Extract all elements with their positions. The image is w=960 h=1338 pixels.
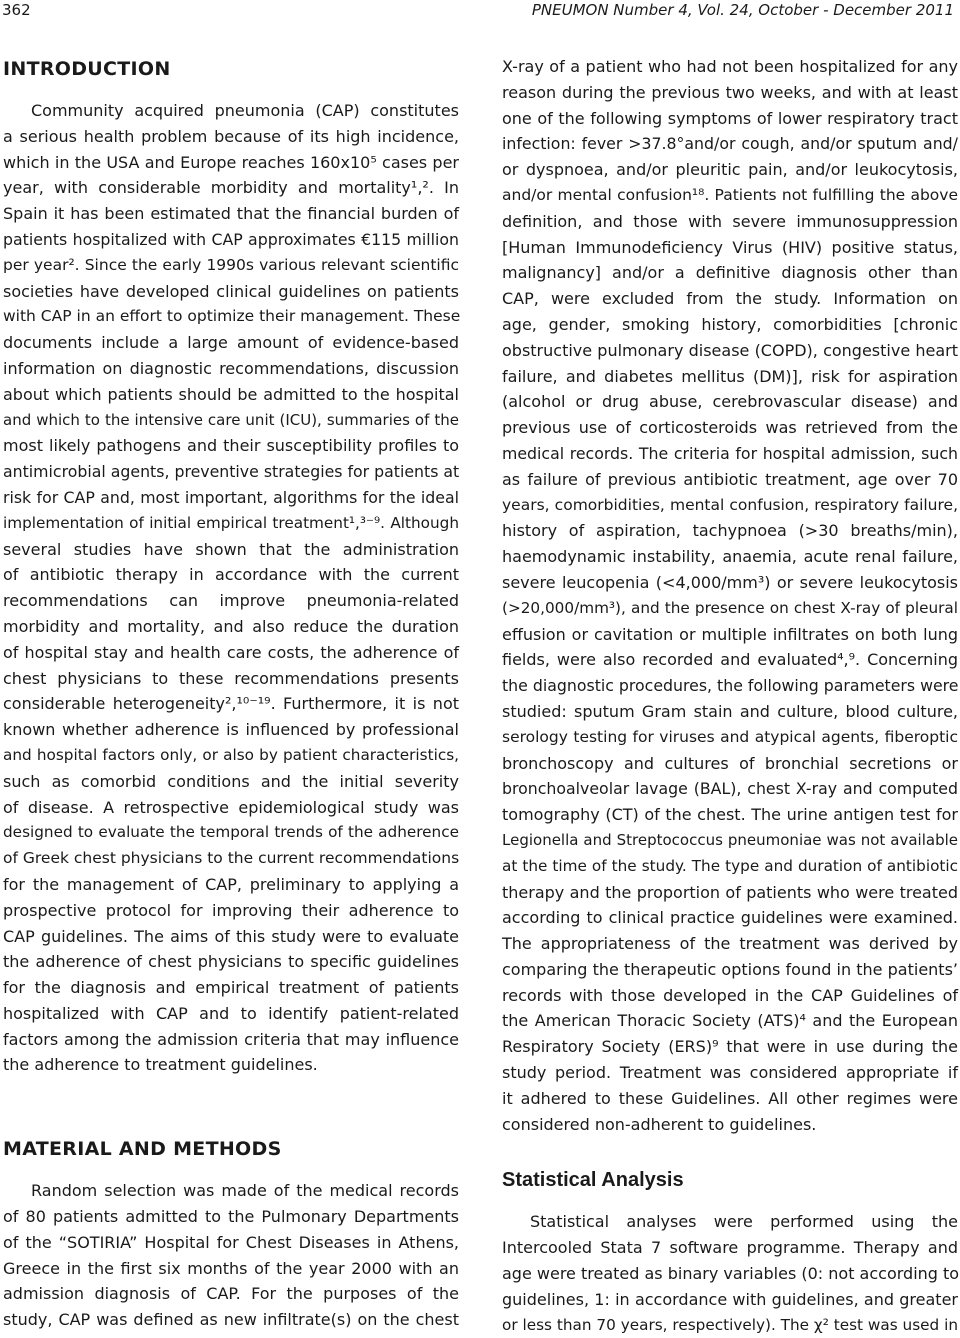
text-line: with CAP in an effort to optimize their management. These <box>3 307 461 326</box>
text-line: of disease. A retrospective epidemiological study was <box>3 797 459 817</box>
text-line: about which patients should be admitted to the hospital <box>3 384 459 404</box>
text-line: or dyspnoea, and/or pleuritic pain, and/or leukocytosis, <box>502 160 958 180</box>
text-line: admission diagnosis of CAP. For the purposes of the <box>3 1284 459 1304</box>
methods-continued-paragraph <box>502 54 958 1137</box>
methods-paragraph <box>3 1178 459 1333</box>
text-line: and hospital factors only, or also by patient characteristics, <box>3 745 459 764</box>
text-line: according to clinical practice guidelines were examined. <box>502 908 958 928</box>
text-line: designed to evaluate the temporal trends of the adherence <box>3 823 459 842</box>
text-line: one of the following symptoms of lower respiratory tract <box>502 108 958 128</box>
text-line: per year². Since the early 1990s various relevant scientific <box>3 255 459 274</box>
text-line: of the “SOTIRIA” Hospital for Chest Diseases in Athens, <box>3 1232 459 1252</box>
text-line: for the management of CAP, preliminary to applying a <box>3 874 459 894</box>
text-line: therapy and the proportion of patients who were treated <box>502 882 958 902</box>
text-line: haemodynamic instability, anaemia, acute renal failure, <box>502 547 958 567</box>
introduction-paragraph <box>3 98 459 1078</box>
text-line: [Human Immunodeficiency Virus (HIV) positive status, <box>502 237 958 257</box>
statistical-analysis-paragraph <box>502 1209 958 1338</box>
text-line: bronchoalveolar lavage (BAL), chest X-ray and computed <box>502 779 958 799</box>
running-head: PNEUMON Number 4, Vol. 24, October - December 2011 <box>531 1 954 19</box>
left-column <box>3 54 459 1333</box>
text-line: failure, and diabetes mellitus (DM)], risk for aspiration <box>502 366 958 386</box>
text-line: as failure of previous antibiotic treatment, age over 70 <box>502 469 958 489</box>
text-line: considerable heterogeneity²,¹⁰⁻¹⁹. Furthermore, it is not <box>3 694 459 714</box>
text-line: infection: fever >37.8°and/or cough, and/or sputum and/ <box>502 134 958 154</box>
text-line: guidelines, 1: in accordance with guidelines, and greater <box>502 1289 958 1309</box>
text-line: factors among the admission criteria that may influence <box>3 1029 459 1049</box>
text-line: prospective protocol for improving their adherence to <box>3 900 459 920</box>
text-line: which in the USA and Europe reaches 160x10⁵ cases per <box>3 152 459 172</box>
text-line: Greece in the first six months of the year 2000 with an <box>3 1258 459 1278</box>
text-line: fields, were also recorded and evaluated⁴,⁹. Concerning <box>502 650 958 670</box>
text-line: Spain it has been estimated that the financial burden of <box>3 204 459 224</box>
text-line: recommendations can improve pneumonia-related <box>3 591 459 611</box>
text-line: hospitalized with CAP and to identify patient-related <box>3 1003 459 1023</box>
text-line: CAP guidelines. The aims of this study were to evaluate <box>3 926 459 946</box>
page-number: 362 <box>2 1 31 19</box>
text-line: several studies have shown that the administration <box>3 539 459 559</box>
text-line: most likely pathogens and their susceptibility profiles to <box>3 436 459 456</box>
text-line: definition, and those with severe immunosuppression <box>502 211 958 231</box>
text-line: Intercooled Stata 7 software programme. Therapy and <box>502 1238 958 1258</box>
text-line: medical records. The criteria for hospital admission, such <box>502 443 958 463</box>
text-line: implementation of initial empirical treatment¹,³⁻⁹. Although <box>3 513 459 532</box>
text-line: of 80 patients admitted to the Pulmonary Departments <box>3 1207 459 1227</box>
text-line: malignancy] and/or a definitive diagnosis other than <box>502 263 958 283</box>
text-line: documents include a large amount of evidence-based <box>3 333 459 353</box>
text-line: Random selection was made of the medical records <box>31 1181 459 1201</box>
text-line: years, comorbidities, mental confusion, respiratory failure, <box>502 495 958 514</box>
text-line: Legionella and Streptococcus pneumoniae was not available <box>502 830 958 849</box>
text-line: or less than 70 years, respectively). The χ² test was used in <box>502 1315 958 1334</box>
text-line: effusion or cavitation or multiple infiltrates on both lung <box>502 624 958 644</box>
text-line: considered non-adherent to guidelines. <box>502 1114 817 1134</box>
statistical-analysis-heading: Statistical Analysis <box>502 1169 684 1192</box>
text-line: at the time of the study. The type and duration of antibiotic <box>502 856 958 875</box>
text-line: obstructive pulmonary disease (COPD), congestive heart <box>502 340 958 360</box>
text-line: X-ray of a patient who had not been hospitalized for any <box>502 57 958 76</box>
right-column <box>502 54 958 1338</box>
text-line: year, with considerable morbidity and mortality¹,². In <box>3 178 459 198</box>
text-line: of Greek chest physicians to the current recommendations <box>3 849 460 868</box>
text-line: patients hospitalized with CAP approximates €115 million <box>3 229 459 249</box>
text-line: societies have developed clinical guidelines on patients <box>3 281 459 301</box>
text-line: a serious health problem because of its high incidence, <box>3 126 459 146</box>
text-line: studied: sputum Gram stain and culture, blood culture, <box>502 701 958 721</box>
methods-heading: MATERIAL AND METHODS <box>3 1138 282 1161</box>
text-line: of hospital stay and health care costs, the adherence of <box>3 642 459 662</box>
text-line: reason during the previous two weeks, and with at least <box>502 82 958 102</box>
text-line: it adhered to these Guidelines. All other regimes were <box>502 1088 958 1108</box>
text-line: (>20,000/mm³), and the presence on chest X-ray of pleural <box>502 598 958 617</box>
text-line: chest physicians to these recommendations presents <box>3 668 459 688</box>
text-line: Statistical analyses were performed using the <box>530 1212 958 1232</box>
text-line: study, CAP was defined as new infiltrate(s) on the chest <box>3 1310 459 1330</box>
introduction-heading: INTRODUCTION <box>3 58 171 80</box>
text-line: history of aspiration, tachypnoea (>30 breaths/min), <box>502 521 958 541</box>
text-line: records with those developed in the CAP Guidelines of <box>502 985 958 1005</box>
text-line: The appropriateness of the treatment was derived by <box>502 934 958 954</box>
text-line: bronchoscopy and cultures of bronchial secretions or <box>502 753 958 773</box>
page-header <box>0 0 960 24</box>
text-line: known whether adherence is influenced by professional <box>3 720 459 740</box>
text-line: information on diagnostic recommendations, discussion <box>3 358 459 378</box>
text-line: for the diagnosis and empirical treatment of patients <box>3 978 459 998</box>
text-line: CAP, were excluded from the study. Information on <box>502 289 958 309</box>
text-line: morbidity and mortality, and also reduce the duration <box>3 616 459 636</box>
text-line: severe leucopenia (<4,000/mm³) or severe leukocytosis <box>502 572 958 592</box>
text-line: Respiratory Society (ERS)⁹ that were in use during the <box>502 1037 958 1057</box>
text-line: the American Thoracic Society (ATS)⁴ and the European <box>502 1011 958 1031</box>
text-line: comparing the therapeutic options found in the patients’ <box>502 959 958 979</box>
text-line: Community acquired pneumonia (CAP) constitutes <box>31 101 459 120</box>
text-line: age were treated as binary variables (0: not according to <box>502 1264 960 1284</box>
text-line: previous use of corticosteroids was retrieved from the <box>502 418 958 438</box>
text-line: such as comorbid conditions and the initial severity <box>3 771 459 791</box>
text-line: antimicrobial agents, preventive strategies for patients at <box>3 462 460 482</box>
text-line: study period. Treatment was considered appropriate if <box>502 1063 958 1083</box>
text-line: and/or mental confusion¹⁸. Patients not fulfilling the above <box>502 185 958 204</box>
text-line: serology testing for viruses and atypical agents, fiberoptic <box>502 727 958 746</box>
text-line: of antibiotic therapy in accordance with the current <box>3 565 459 585</box>
text-line: the diagnostic procedures, the following parameters were <box>502 676 959 696</box>
text-line: age, gender, smoking history, comorbidities [chronic <box>502 314 958 334</box>
text-line: (alcohol or drug abuse, cerebrovascular disease) and <box>502 392 958 412</box>
text-line: tomography (CT) of the chest. The urine antigen test for <box>502 805 958 825</box>
text-line: risk for CAP and, most important, algorithms for the ideal <box>3 487 459 507</box>
text-line: and which to the intensive care unit (ICU), summaries of the <box>3 410 459 429</box>
text-line: the adherence to treatment guidelines. <box>3 1055 318 1075</box>
text-line: the adherence of chest physicians to specific guidelines <box>3 952 459 972</box>
